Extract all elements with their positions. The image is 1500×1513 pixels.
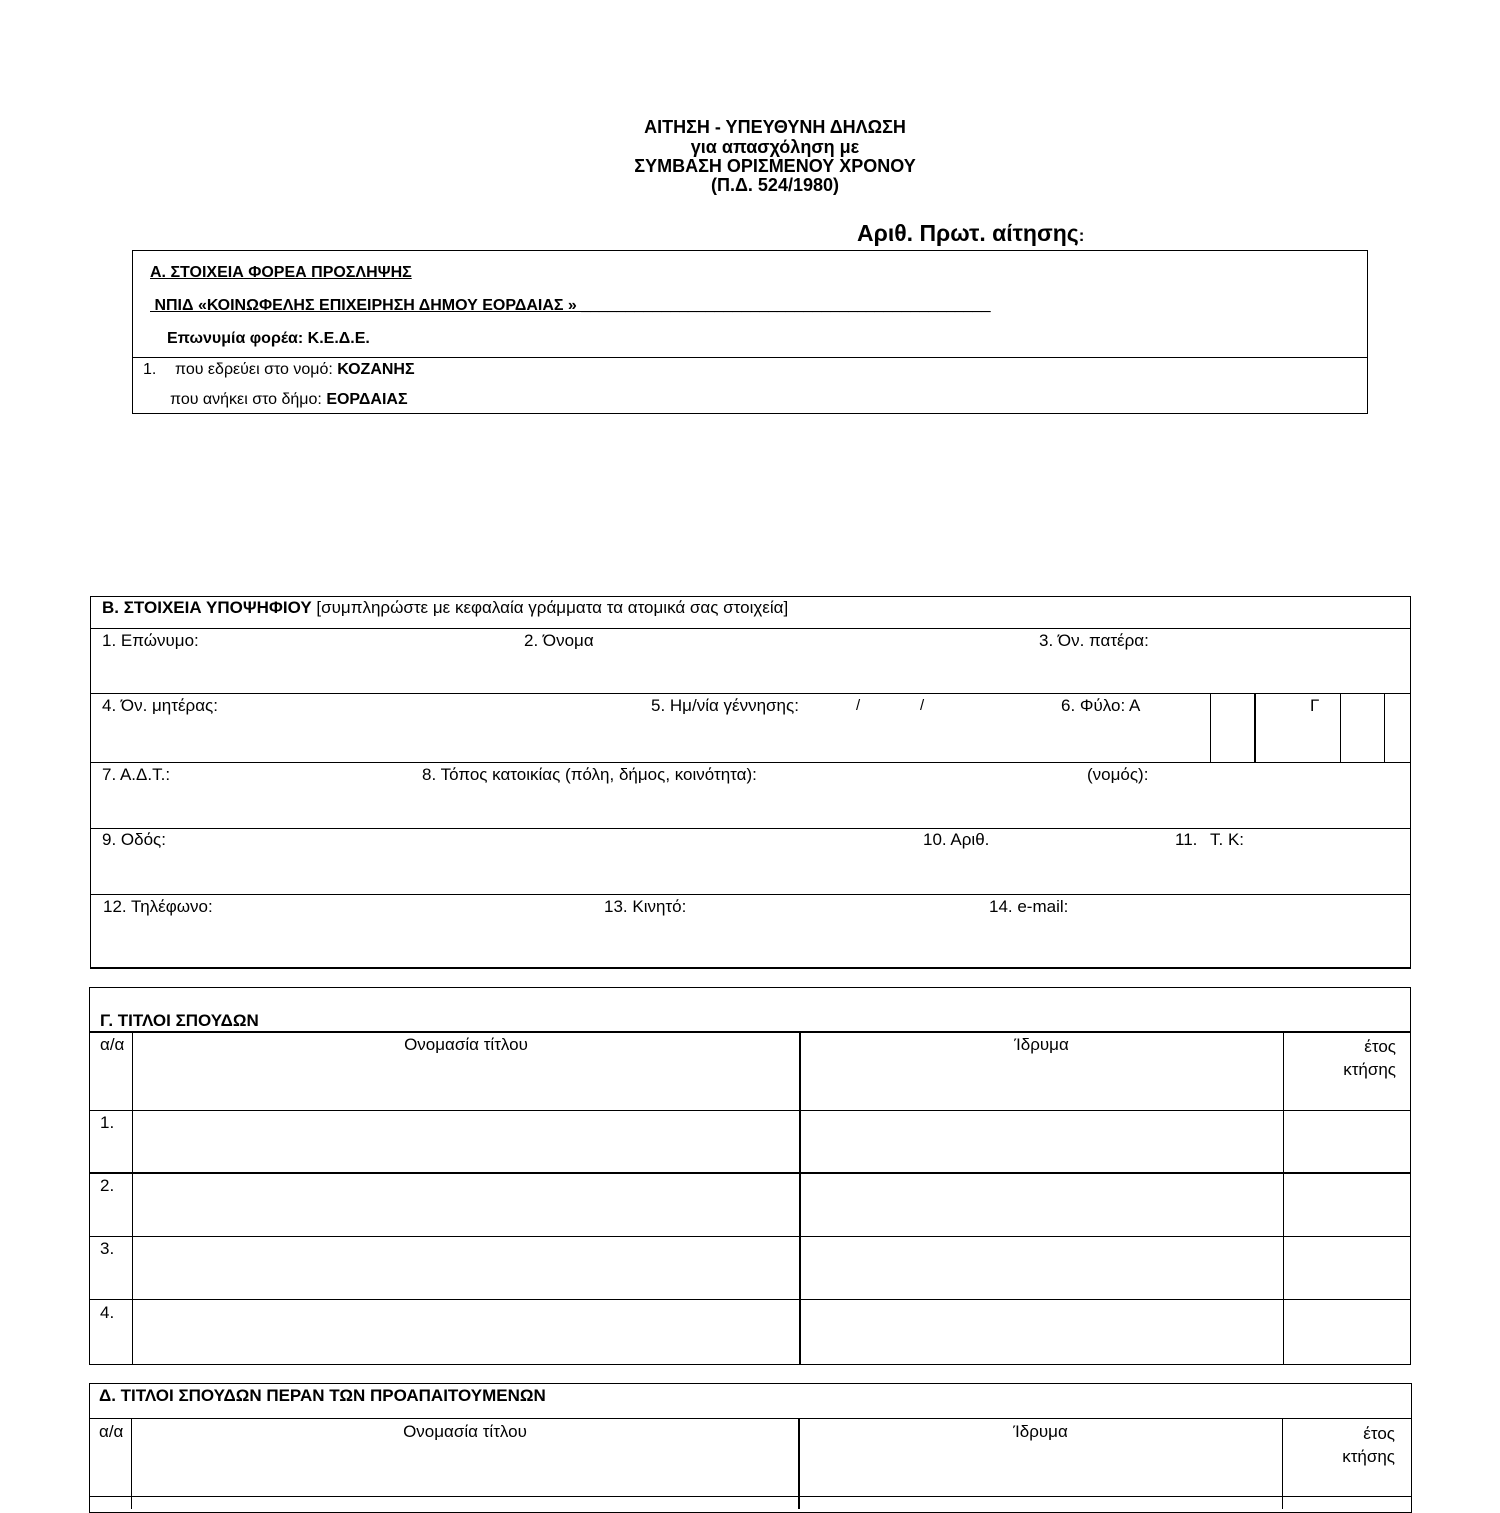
divider	[132, 1032, 133, 1365]
first-name-field[interactable]: 2. Όνομα	[524, 631, 594, 650]
section-b-title: Β. ΣΤΟΙΧΕΙΑ ΥΠΟΨΗΦΙΟΥ [συμπληρώστε με κεφαλαία γράμματα τα ατομικά σας στοιχεία]	[102, 598, 789, 617]
email-field[interactable]: 14. e-mail:	[989, 897, 1069, 916]
id-number-field[interactable]: 7. Α.Δ.Τ.:	[102, 765, 171, 784]
divider	[89, 1299, 1410, 1300]
street-field[interactable]: 9. Οδός:	[102, 830, 166, 849]
divider	[89, 1031, 1410, 1033]
section-d-title: Δ. ΤΙΤΛΟΙ ΣΠΟΥΔΩΝ ΠΕΡΑΝ ΤΩΝ ΠΡΟΑΠΑΙΤΟΥΜΕΝΩΝ	[99, 1386, 546, 1405]
divider	[89, 1110, 1410, 1111]
phone-field[interactable]: 12. Τηλέφωνο:	[103, 897, 213, 916]
date-separator: /	[856, 697, 861, 714]
column-header-aa: α/α	[99, 1422, 124, 1441]
birthdate-field[interactable]: 5. Ημ/νία γέννησης:	[651, 696, 799, 715]
section-a-title: Α. ΣΤΟΙΧΕΙΑ ΦΟΡΕΑ ΠΡΟΣΛΗΨΗΣ	[150, 264, 412, 281]
residence-prefecture-field[interactable]: (νομός):	[1087, 765, 1149, 784]
postal-code-number: 11.	[1175, 830, 1198, 849]
column-header-title: Ονομασία τίτλου	[404, 1035, 528, 1054]
divider	[90, 894, 1410, 895]
form-subtitle: για απασχόληση με	[690, 137, 860, 157]
divider	[90, 628, 1410, 629]
divider	[799, 1032, 801, 1365]
form-contract-type: ΣΥΜΒΑΣΗ ΟΡΙΣΜΕΝΟΥ ΧΡΟΝΟΥ	[634, 156, 916, 176]
location-item-number: 1.	[143, 361, 157, 378]
gender-female-option[interactable]: Γ	[1310, 696, 1320, 715]
divider	[1254, 694, 1256, 762]
protocol-number-label: Αριθ. Πρωτ. αίτησης:	[857, 220, 1085, 246]
divider	[1340, 694, 1341, 762]
column-header-institution: Ίδρυμα	[1013, 1422, 1068, 1441]
form-decree: (Π.Δ. 524/1980)	[710, 175, 839, 195]
entity-title-label: Επωνυμία φορέα: Κ.Ε.Δ.Ε.	[167, 330, 370, 347]
divider	[1210, 694, 1211, 762]
table-row-number: 4.	[100, 1303, 115, 1322]
table-row-number: 3.	[100, 1239, 115, 1258]
column-header-year: έτος κτήσης	[1343, 1037, 1396, 1079]
divider	[1283, 1032, 1284, 1365]
street-number-field[interactable]: 10. Αριθ.	[923, 830, 990, 849]
gender-male-option[interactable]: 6. Φύλο: Α	[1061, 696, 1141, 715]
prefecture-line: που εδρεύει στο νομό: ΚΟΖΑΝΗΣ	[175, 361, 415, 378]
column-header-aa: α/α	[100, 1035, 125, 1054]
postal-code-field[interactable]: Τ. Κ:	[1210, 830, 1245, 849]
divider	[89, 1418, 1411, 1419]
entity-name: ΝΠΙΔ «ΚΟΙΝΩΦΕΛΗΣ ΕΠΙΧΕΙΡΗΣΗ ΔΗΜΟΥ ΕΟΡΔΑΙΑΣ » ______________________________________________	[150, 297, 991, 314]
section-c-title: Γ. ΤΙΤΛΟΙ ΣΠΟΥΔΩΝ	[100, 1011, 259, 1030]
column-header-year: έτος κτήσης	[1342, 1424, 1395, 1466]
date-separator: /	[920, 697, 925, 714]
surname-field[interactable]: 1. Επώνυμο:	[102, 631, 199, 650]
table-row-number: 1.	[100, 1113, 115, 1132]
divider	[90, 828, 1410, 829]
divider	[90, 693, 1410, 694]
municipality-line: που ανήκει στο δήμο: ΕΟΡΔΑΙΑΣ	[170, 391, 408, 408]
divider	[89, 1236, 1410, 1237]
mother-name-field[interactable]: 4. Όν. μητέρας:	[102, 696, 218, 715]
mobile-field[interactable]: 13. Κινητό:	[604, 897, 687, 916]
residence-field[interactable]: 8. Τόπος κατοικίας (πόλη, δήμος, κοινότητα):	[422, 765, 757, 784]
divider	[89, 1172, 1410, 1174]
column-header-institution: Ίδρυμα	[1014, 1035, 1069, 1054]
column-header-title: Ονομασία τίτλου	[403, 1422, 527, 1441]
father-name-field[interactable]: 3. Όν. πατέρα:	[1039, 631, 1149, 650]
divider	[90, 762, 1410, 763]
divider	[89, 1496, 1411, 1497]
table-row-number: 2.	[100, 1176, 115, 1195]
form-title: ΑΙΤΗΣΗ - ΥΠΕΥΘΥΝΗ ΔΗΛΩΣΗ	[644, 117, 906, 137]
divider	[1384, 694, 1385, 762]
